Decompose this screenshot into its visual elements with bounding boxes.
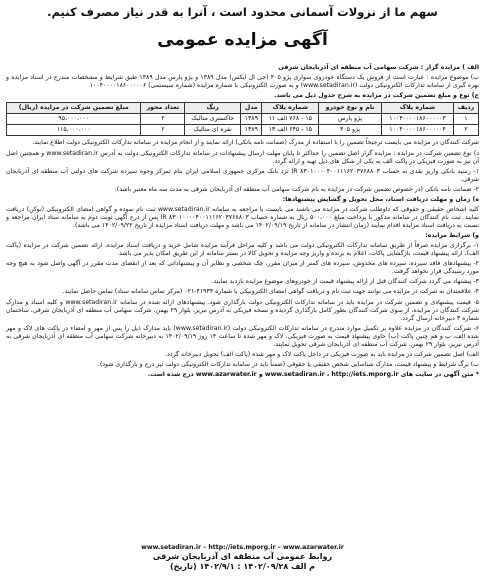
cell: ۹۵،۰۰۰،۰۰۰ [7,114,141,125]
cell: ۱۱۵،۰۰۰،۰۰۰ [7,125,141,136]
paragraph: ۵- قیمت پیشنهادی و تضمین شرکت در مزایده باید در سامانه تدارکات الکترونیکی دولت بارگذاری شود. پیشنهادهای ارائه شده در سامانه www.setadiran.ir و کلیه اسناد و مدارک شرکت کنندگان در مزایده، از سوی شرکت کنندگان بطور کامل بارگذاری گردیده و نسخه فیزیکی به آدرس تبریز، بلوار ۲۹ بهمن، شرکت سهامی آب منطقه ای آذربایجان شرقی، ساختمان شماره ۳ دبیرخانه ارسال گردد. [6,298,480,322]
ad-title: آگهی مزایده عمومی [157,30,328,50]
cell: ۲ [453,125,478,136]
table-header-row [7,103,479,114]
cell: نقره ای متالیک [185,125,241,136]
footer-org: روابط عمومی آب منطقه ای آذربایجان شرقی [152,552,333,561]
cell: ۱ [453,114,478,125]
cell: ۱۰۰۴۰۰۰۰۱۸۶۰۰۰۰۰۴ [382,125,454,136]
paragraph: ب) برگ شرایط و پیشنهاد قیمت، مدارک شناسایی شخص حقیقی یا حقوقی (ضمناً باید در سامانه تدارکات الکترونیکی دولت نیز درج و بارگذاری شود). [97,360,479,368]
col-header: مدل [241,103,262,114]
cell: ۱۵ - ۶۴۵ الف ۱۳ [262,125,319,136]
cell: ۲ [141,125,185,136]
paragraph: ۱- برگزاری مزایده صرفاً از طریق سامانه تدارکات الکترونیکی دولت می باشد و کلیه مراحل فرآیند مزایده شامل خرید و دریافت اسناد مزایده، ارائه تضمین شرکت در مزایده (پاکت الف)، ارائه پیشنهاد قیمت، بازگشایی پاکات، اعلام به برنده و واریز وجه مزایده و تحویل کالا در بستر سامانه از این طریق امکان پذیر می باشد. [6,242,479,258]
paragraph: و) شرایط مزایده: [425,232,479,240]
paragraph: ۴- علاقمندان به شرکت در مزایده می توانند جهت ثبت نام و دریافت گواهی امضای الکترونیکی با شماره ۴۱۹۳۴-۰۲۱ (مرکز تماس سامانه ستاد) تماس حاصل نمایند. [62,288,479,296]
col-header: تعداد محور [141,103,185,114]
cell: ۱۵ - ۷۶۸ الف ۱۱ [262,114,319,125]
footer [6,552,479,572]
paragraph: الف) اصل تضمین شرکت در مزایده باید به صورت فیزیکی در داخل پاکت لاک و مهر شده (پاکت الف) تحویل دبیرخانه گردد. [165,350,479,358]
paragraph: ۳- پیشنهاد می گردد شرکت کنندگان قبل از ارائه پیشنهاد قیمت از خودروهای موضوع مزایده بازدید نمایند. [211,278,479,286]
paragraph: ۶- شرکت کنندگان در مزایده علاوه بر تکمیل موارد مندرج در سامانه تدارکات الکترونیکی دولت (www.setadiran.ir) باید مدارک ذیل را پس از مهر و امضاء در پاکت های لاک و مهر شده الف، ب و هم چنین پاکت (ب) حاوی پیشنهاد قیمت به صورت فیزیکی، لاک و مهر شده تا ساعت ۱۴ روز ۱۴۰۲/۰۹/۱۹ به دبیرخانه شرکت سهامی آب منطقه ای آذربایجان شرقی به آدرس تبریز، بلوار ۲۹ بهمن، شرکت آب منطقه ای آذربایجان شرقی تحویل نمایند. [6,324,479,348]
cell: خاکستری متالیک [185,114,241,125]
table-row [7,114,479,125]
paragraph: * متن آگهی در سایت های www.setadiran.ir ، http://iets.mporg.ir و www.azarwater.ir درج شده است. [147,371,479,378]
footer-code: م الف ۱۴۰۲/۰۹/۲۸ : ۱۴۰۲/۹/۱ (تاریخ) [169,562,316,571]
cell: ۱۰۰۴۰۰۰۰۱۸۶۰۰۰۰۰۳ [382,114,454,125]
col-header: نام و نوع خودرو [319,103,382,114]
cell: ۱۳۸۹ [241,114,262,125]
clause-c: ج) نوع و مبلغ تضمین شرکت در مزایده به شرح جدول ذیل می باشد. [274,92,479,100]
table-row [7,125,479,136]
cell: ۲ [141,114,185,125]
ad-body [6,64,479,381]
table-note: شرکت کنندگان در مزایده می بایست ترجیحاً تضمین را با استفاده از مدرک (ضمانت نامه بانکی) ارائه نمایند و از انجام مزایده در سامانه تدارکات الکترونیکی دولت اطلاع نمایند. [32,139,479,147]
col-header: رنگ [185,103,241,114]
paragraph: ه) زمان و مهلت دریافت اسناد، محل تحویل و گشایش پیشنهادها: [282,195,479,203]
col-header: شماره پلاک [382,103,454,114]
clause-a: الف ) مزایده گزار : شرکت سهامی آب منطقه ای آذربایجان شرقی [278,64,479,71]
paragraph: د) نوع تضمین شرکت در مزایده : مزایده گزار اصل تضمین را حداکثر تا پایان مهلت ارسال پیشنهادات در سامانه تدارکات الکترونیکی دولت به آدرس www.setadiran.ir و همچنین اصل آن نیز به صورت فیزیکی در پاکت الف به یکی از شکل های ذیل تهیه و ارائه گردد. [6,149,479,165]
website-links: www.setadiran.ir – http://iets.mporg.ir – www.azarwater.ir [141,544,344,551]
col-header: مبلغ تضمین شرکت در مزایده (ریال) [7,103,141,114]
clause-b: ب) موضوع مزایده : عبارت است از فروش یک دستگاه خودروی سواری پژو ۴۰۵ (جی ال ایکس) مدل ۱۳۸۹ و پژو پارس مدل ۱۳۸۹ طبق شرایط و مشخصات مندرج در اسناد مزایده و بهره گیری از سامانه تدارکات الکترونیکی دولت (www.setadiran.ir) و به صورت الکترونیکی با شماره مزایده (شماره سیستمی) ۱۰۰۴۰۰۰۰۱۸۶۰۰۰۰۰۶ [6,74,480,90]
cell: ۱۳۸۹ [241,125,262,136]
paragraph: کلیه اشخاص حقیقی و حقوقی که داوطلب شرکت در مزایده می باشند می بایست با مراجعه به سامانه www.setadiran.ir ثبت نام نموده و گواهی امضای الکترونیکی (توکن) دریافت نمایند. ثبت نام کنندگان در سامانه مذکور با پرداخت مبلغ ۵۰۰،۰۰۰ ریال به شماره حساب IR ۸۳۰۱۰۰۰۰۴۰۰۱۱۱۶۲۰۳۷۶۸۸۰۳ پس از درج آگهی نوبت دوم به سامانه ستاد ایران مراجعه و نسبت به دریافت اسناد مزایده اقدام نمایند (زمان انتشار در سامانه از تاریخ ۱۴۰۲/۰۹/۱۹ می باشد و مهلت دریافت اسناد مزایده از تاریخ ۱۴۰۲/۰۹/۲۲ می باشد). [6,205,480,229]
vehicle-table [6,102,479,136]
col-header: شماره پلاک [262,103,319,114]
paragraph: ۲- پیشنهادهای فاقد سپرده، سپرده های مخدوش، سپرده های کمتر از میزان مقرر، چک شخصی و نظایر آن و پیشنهاداتی که بعد از انقضای مدت مقرر در آگهی واصل شود به هیچ وجه مورد رسیدگی قرار نخواهد گرفت. [6,260,479,276]
slogan: سهم ما از نزولات آسمانی محدود است ، آنرا به قدر نیاز مصرف کنیم. [47,5,438,19]
cell: پژو پارس [319,114,382,125]
cell: پژو ۴۰۵ [319,125,382,136]
col-header: ردیف [453,103,478,114]
paragraph: ۲- ضمانت نامه بانکی (در خصوص تضمین شرکت در مزایده به نام شرکت سهامی آب منطقه ای آذربایجان شرقی به مدت سه ماه معتبر باشد). [114,185,479,193]
paragraph: ۱- رسید بانکی واریز نقدی به حساب IR ۸۳۰۱۰۰۰۰۴۰۰۱۱۱۶۲۰۳۷۶۸۸۰۳ نزد بانک مرکزی جمهوری اسلامی ایران بنام تمرکز وجوه سپرده شرکت های دولتی آب منطقه ای آذربایجان شرقی. [6,167,480,183]
